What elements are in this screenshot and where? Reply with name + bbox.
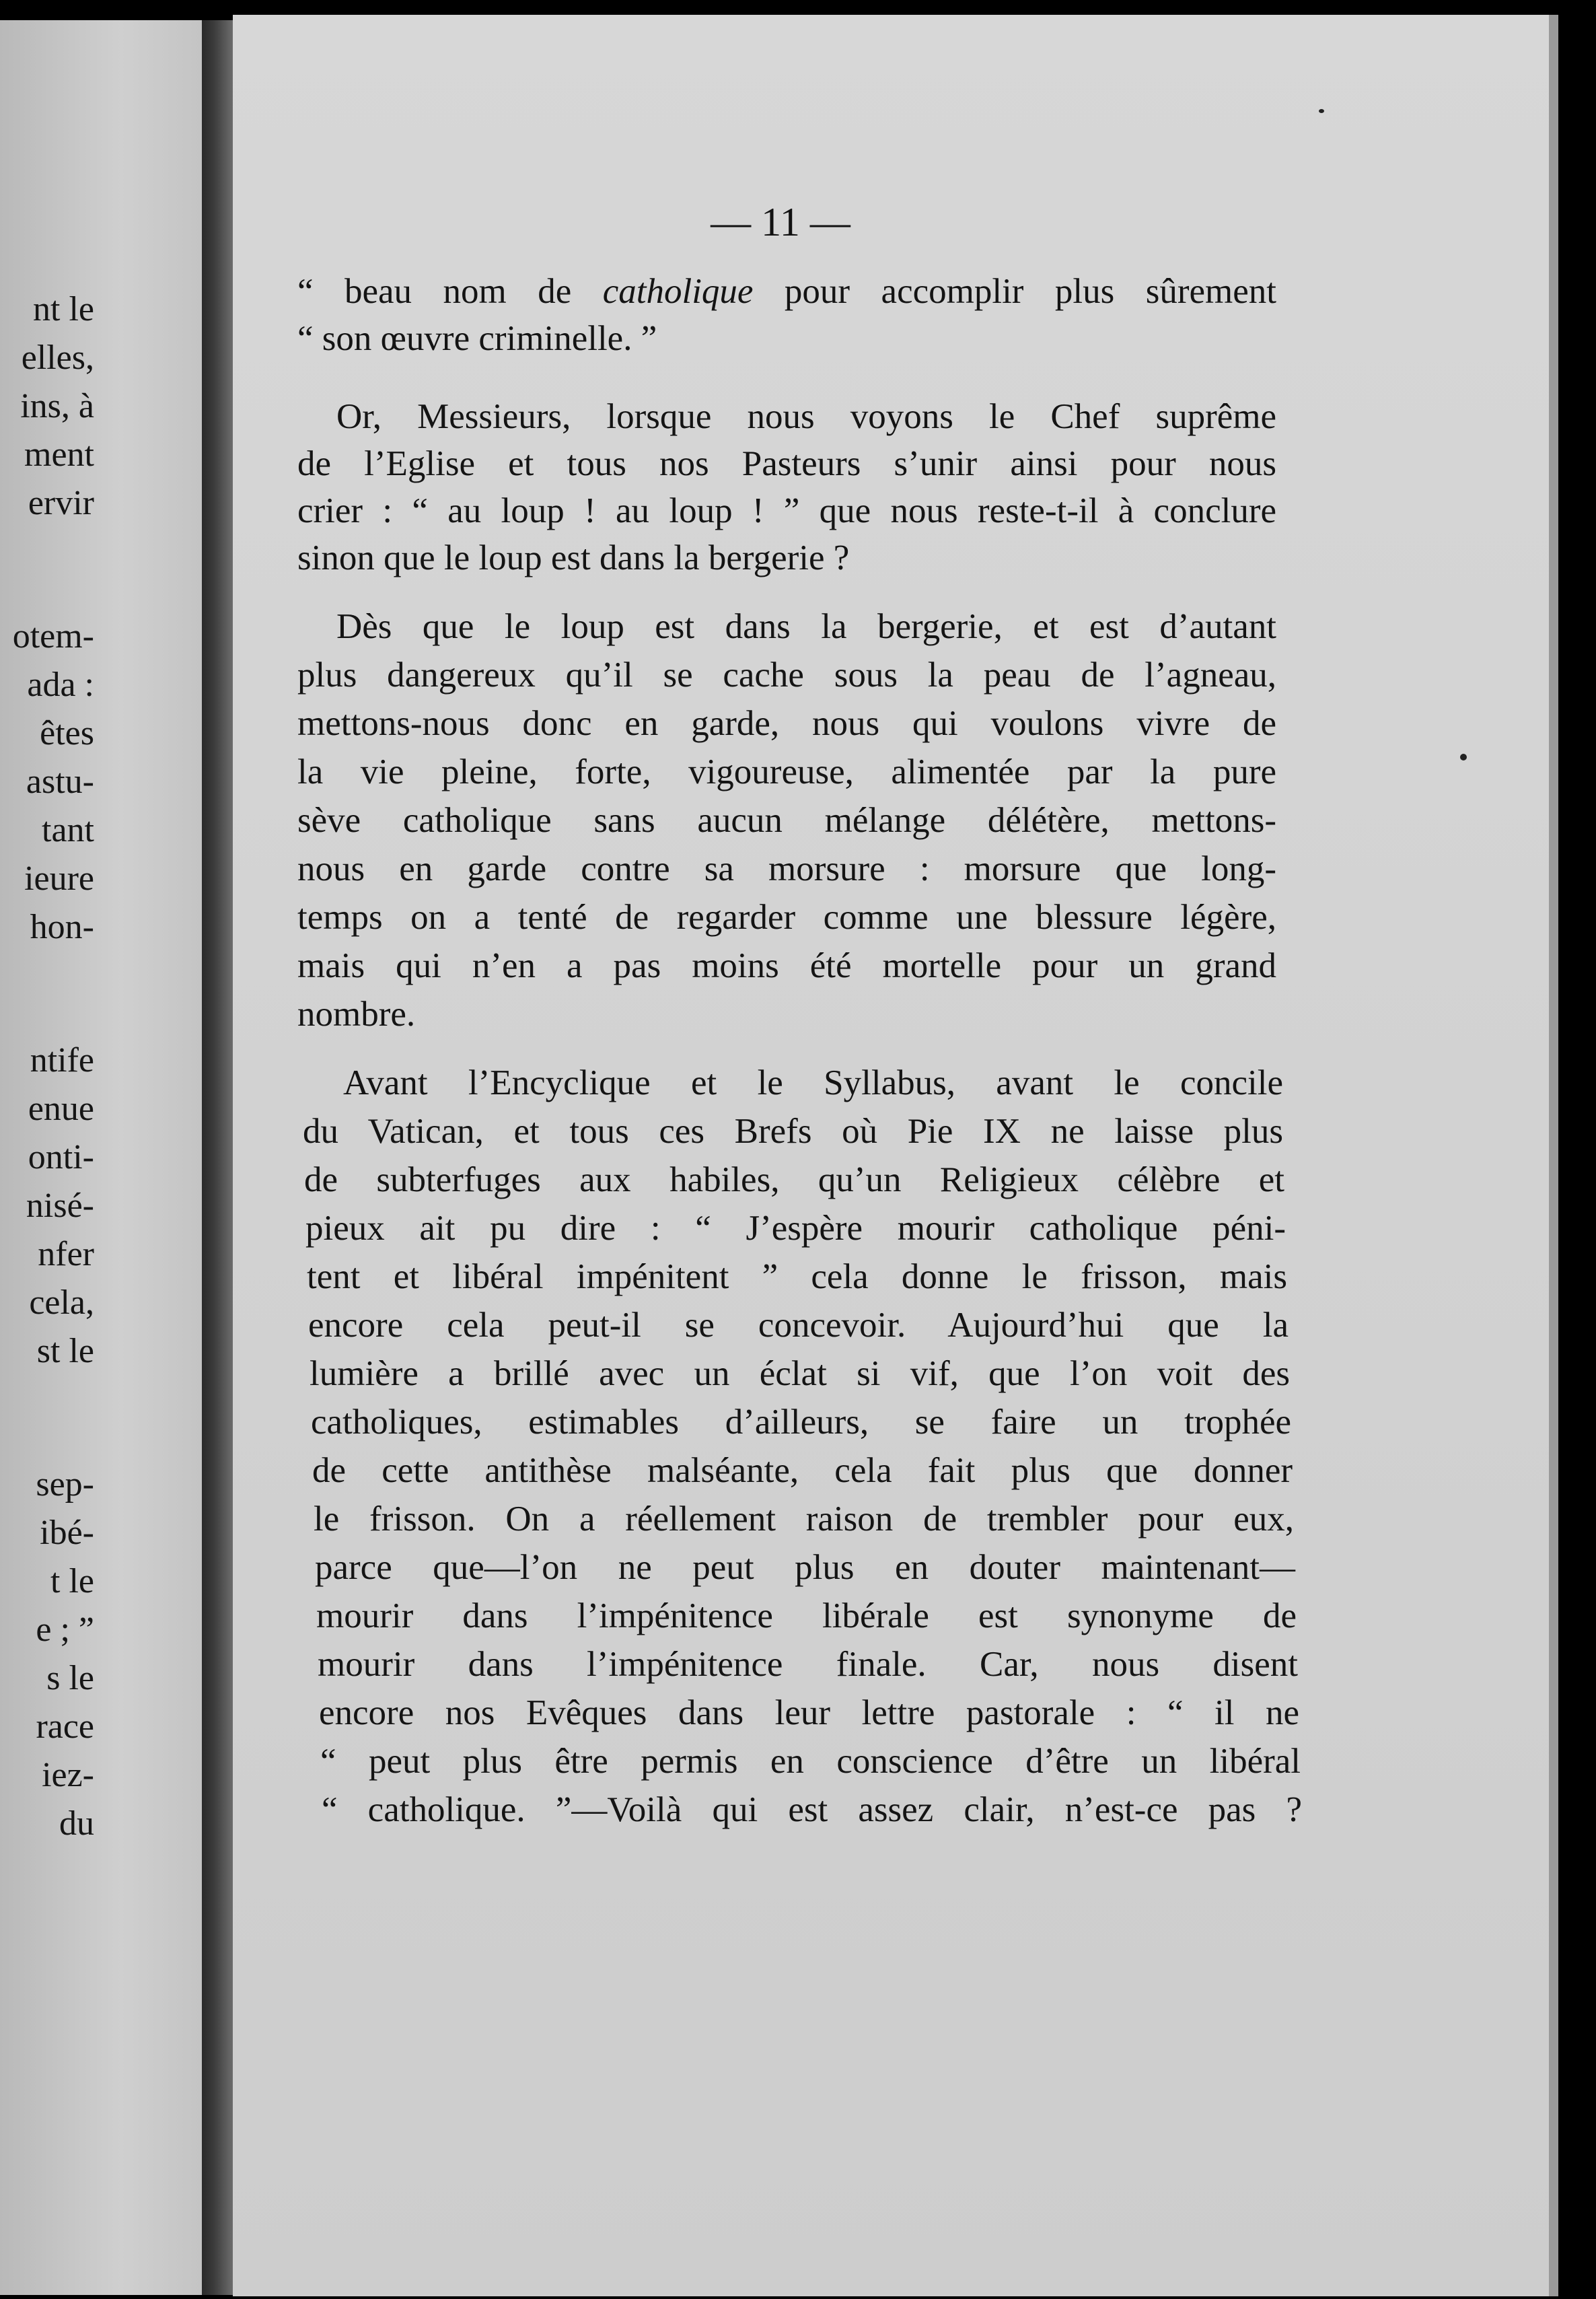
text-line: de cette antithèse malséante, cela fait plus que donner <box>312 1451 1293 1490</box>
text-line: “ son œuvre criminelle. ” <box>297 319 657 358</box>
left-page-fragment: ment <box>24 435 94 474</box>
text-line: sinon que le loup est dans la bergerie ? <box>297 538 850 577</box>
text-line: nous en garde contre sa morsure : morsure que long- <box>297 849 1276 888</box>
left-page-fragment: nfer <box>38 1235 94 1273</box>
left-page-fragment: êtes <box>40 714 94 752</box>
text-line: Or, Messieurs, lorsque nous voyons le Chef suprême <box>336 397 1276 436</box>
left-page-fragment: s le <box>46 1659 94 1697</box>
page-edge <box>1549 15 1558 2296</box>
text-line: la vie pleine, forte, vigoureuse, alimentée par la pure <box>297 752 1276 791</box>
text-line: mourir dans l’impénitence libérale est synonyme de <box>316 1596 1297 1635</box>
previous-page-strip <box>0 20 202 2295</box>
text-line: de subterfuges aux habiles, qu’un Religieux célèbre et <box>304 1160 1284 1199</box>
text-line: encore cela peut-il se concevoir. Aujourd’hui que la <box>308 1306 1289 1345</box>
left-page-fragment: astu- <box>26 763 94 801</box>
text-line: parce que—l’on ne peut plus en douter maintenant— <box>315 1548 1295 1587</box>
text-line: “ beau nom de catholique pour accomplir plus sûrement <box>297 272 1277 311</box>
text-line: “ peut plus être permis en conscience d’être un libéral <box>320 1742 1301 1781</box>
text-line: de l’Eglise et tous nos Pasteurs s’unir ainsi pour nous <box>297 444 1276 483</box>
text-line: “ catholique. ”—Voilà qui est assez clair, n’est-ce pas ? <box>322 1790 1302 1829</box>
left-page-fragment: cela, <box>29 1283 94 1322</box>
text-line: Avant l’Encyclique et le Syllabus, avant le concile <box>343 1063 1283 1102</box>
left-page-fragment: otem- <box>12 617 94 656</box>
text-line: encore nos Evêques dans leur lettre pastorale : “ il ne <box>319 1693 1299 1732</box>
italic-word: catholique <box>602 272 754 311</box>
left-page-fragment: ntife <box>30 1041 94 1080</box>
text-line: nombre. <box>297 995 416 1034</box>
left-page-fragment: ins, à <box>20 387 94 425</box>
left-page-fragment: st le <box>36 1332 94 1370</box>
text-line: crier : “ au loup ! au loup ! ” que nous reste-t-il à conclure <box>297 491 1276 530</box>
text-line: pieux ait pu dire : “ J’espère mourir catholique péni- <box>305 1209 1286 1248</box>
left-page-fragment: ervir <box>28 484 94 522</box>
text-line: lumière a brillé avec un éclat si vif, que l’on voit des <box>310 1354 1290 1393</box>
left-page-fragment: sep- <box>36 1465 94 1504</box>
left-page-fragment: enue <box>28 1090 94 1128</box>
text-line: mourir dans l’impénitence finale. Car, nous disent <box>318 1645 1298 1684</box>
left-page-fragment: nt le <box>33 290 94 328</box>
paper-speck <box>1319 109 1324 113</box>
left-page-fragment: nisé- <box>26 1187 94 1225</box>
text-line: catholiques, estimables d’ailleurs, se faire un trophée <box>311 1403 1291 1442</box>
text-line: plus dangereux qu’il se cache sous la peau de l’agneau, <box>297 656 1276 695</box>
left-page-fragment: ada : <box>27 666 94 704</box>
left-page-fragment: ibé- <box>40 1514 94 1552</box>
left-page-fragment: t le <box>50 1562 94 1600</box>
text-line: mettons-nous donc en garde, nous qui voulons vivre de <box>297 704 1276 743</box>
left-page-fragment: ieure <box>24 859 94 898</box>
text-line: temps on a tenté de regarder comme une blessure légère, <box>297 898 1276 937</box>
left-page-fragment: iez- <box>42 1756 94 1794</box>
left-page-fragment: elles, <box>21 339 94 377</box>
text-line: mais qui n’en a pas moins été mortelle pour un grand <box>297 946 1276 985</box>
left-page-fragment: onti- <box>28 1138 94 1176</box>
book-gutter-shadow <box>202 20 233 2295</box>
text-line: du Vatican, et tous ces Brefs où Pie IX ne laisse plus <box>303 1112 1283 1151</box>
text-line: Dès que le loup est dans la bergerie, et est d’autant <box>336 607 1276 646</box>
text-line: sève catholique sans aucun mélange délétère, mettons- <box>297 801 1276 840</box>
paper-speck <box>1460 754 1467 761</box>
left-page-fragment: hon- <box>30 908 94 946</box>
page-number: — 11 — <box>711 200 850 244</box>
left-page-fragment: race <box>36 1707 94 1746</box>
left-page-fragment: du <box>59 1804 94 1843</box>
left-page-fragment: tant <box>42 811 94 849</box>
text-line: le frisson. On a réellement raison de trembler pour eux, <box>314 1499 1294 1538</box>
text-line: tent et libéral impénitent ” cela donne le frisson, mais <box>307 1257 1287 1296</box>
left-page-fragment: e ; ” <box>36 1611 94 1649</box>
